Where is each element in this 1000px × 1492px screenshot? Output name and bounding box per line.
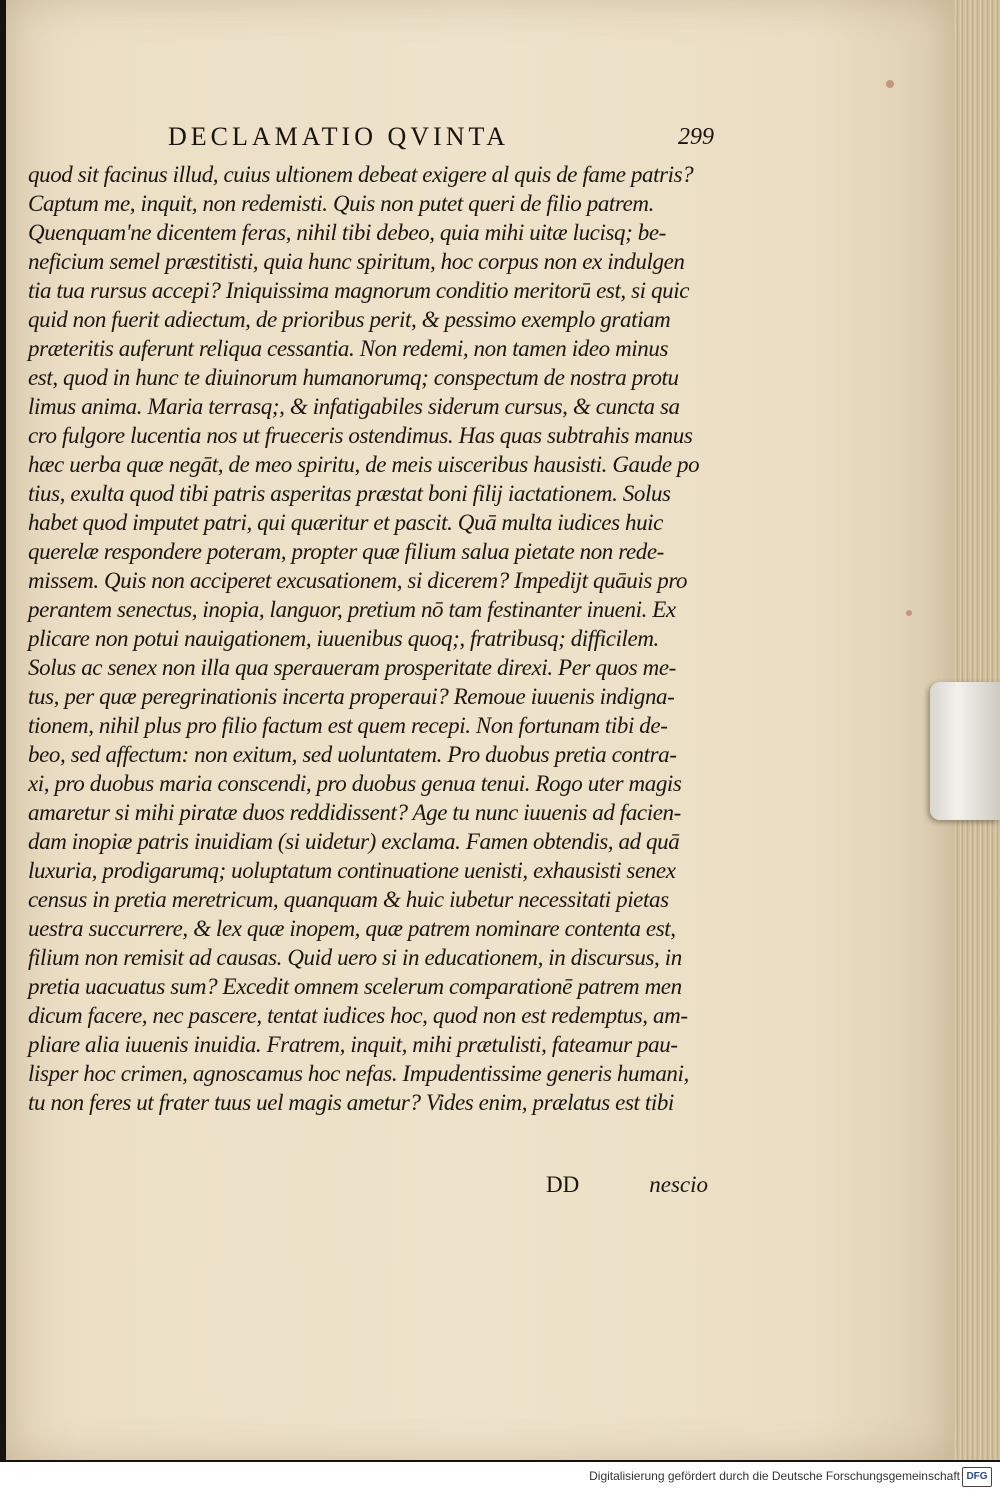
body-text [28, 160, 718, 1117]
text-line: quod sit facinus illud, cuius ultionem debeat exigere al quis de fame patris? [28, 162, 694, 187]
text-line: tius, exulta quod tibi patris asperitas præstat boni filij iactationem. Solus [28, 481, 671, 506]
text-line: luxuria, prodigarumq; uoluptatum continuatione uenisti, exhausisti senex [28, 858, 676, 883]
signature-row [28, 1172, 718, 1202]
text-line: limus anima. Maria terrasq;, & infatigabiles siderum cursus, & cuncta sa [28, 394, 680, 419]
text-line: lisper hoc crimen, agnoscamus hoc nefas. Impudentissime generis humani, [28, 1061, 689, 1086]
text-line: census in pretia meretricum, quanquam & huic iubetur necessitati pietas [28, 887, 669, 912]
text-line: Solus ac senex non illa qua speraueram prosperitate direxi. Per quos me- [28, 655, 676, 680]
text-line: quid non fuerit adiectum, de prioribus perit, & pessimo exemplo gratiam [28, 307, 671, 332]
text-line: tus, per quæ peregrinationis incerta properaui? Remoue iuuenis indigna- [28, 684, 675, 709]
text-line: Quenquam'ne dicentem feras, nihil tibi debeo, quia mihi uitæ lucisq; be- [28, 220, 666, 245]
page-number: 299 [678, 124, 714, 150]
text-line: plicare non potui nauigationem, iuuenibus quoq;, fratribusq; difficilem. [28, 626, 659, 651]
book-page [6, 0, 954, 1460]
text-line: tionem, nihil plus pro filio factum est quem recepi. Non fortunam tibi de- [28, 713, 668, 738]
text-line: pretia uacuatus sum? Excedit omnem scelerum comparationē patrem men [28, 974, 682, 999]
dfg-logo-icon: DFG [962, 1467, 992, 1487]
text-line: neficium semel præstitisti, quia hunc spiritum, hoc corpus non ex indulgen [28, 249, 685, 274]
text-line: hæc uerba quæ negāt, de meo spiritu, de meis uisceribus hausisti. Gaude po [28, 452, 700, 477]
paper-stain [886, 80, 894, 88]
text-line: uestra succurrere, & lex quæ inopem, quæ patrem nominare contenta est, [28, 916, 676, 941]
text-line: amaretur si mihi piratæ duos reddidissent? Age tu nunc iuuenis ad facien- [28, 800, 681, 825]
funding-notice: Digitalisierung gefördert durch die Deutsche Forschungsgemeinschaft [589, 1469, 960, 1483]
page-holder-tab [930, 682, 1000, 820]
text-line: est, quod in hunc te diuinorum humanorumq; conspectum de nostra protu [28, 365, 679, 390]
catchword: nescio [649, 1172, 708, 1197]
text-line: dam inopiæ patris inuidiam (si uidetur) exclama. Famen obtendis, ad quā [28, 829, 680, 854]
text-line: querelæ respondere poteram, propter quæ filium salua pietate non rede- [28, 539, 664, 564]
footer-bar [0, 1462, 1000, 1492]
text-line: cro fulgore lucentia nos ut frueceris ostendimus. Has quas subtrahis manus [28, 423, 693, 448]
text-line: præteritis auferunt reliqua cessantia. Non redemi, non tamen ideo minus [28, 336, 669, 361]
text-line: xi, pro duobus maria conscendi, pro duobus genua tenui. Rogo uter magis [28, 771, 682, 796]
text-line: perantem senectus, inopia, languor, pretium nō tam festinanter inueni. Ex [28, 597, 676, 622]
paper-stain [906, 610, 912, 616]
text-line: filium non remisit ad causas. Quid uero si in educationem, in discursus, in [28, 945, 682, 970]
running-header [168, 120, 714, 158]
text-line: missem. Quis non acciperet excusationem, si dicerem? Impedijt quāuis pro [28, 568, 688, 593]
text-line: habet quod imputet patri, qui quæritur et pascit. Quā multa iudices huic [28, 510, 663, 535]
text-line: pliare alia iuuenis inuidia. Fratrem, inquit, mihi prætulisti, fateamur pau- [28, 1032, 678, 1057]
running-title: DECLAMATIO QVINTA [168, 122, 510, 151]
text-line: tu non feres ut frater tuus uel magis ametur? Vides enim, prælatus est tibi [28, 1090, 674, 1115]
text-line: beo, sed affectum: non exitum, sed uoluntatem. Pro duobus pretia contra- [28, 742, 677, 767]
signature-mark: DD [546, 1172, 580, 1197]
text-line: dicum facere, nec pascere, tentat iudices hoc, quod non est redemptus, am- [28, 1003, 688, 1028]
text-line: tia tua rursus accepi? Iniquissima magnorum conditio meritorū est, si quic [28, 278, 690, 303]
text-line: Captum me, inquit, non redemisti. Quis non putet queri de filio patrem. [28, 191, 654, 216]
